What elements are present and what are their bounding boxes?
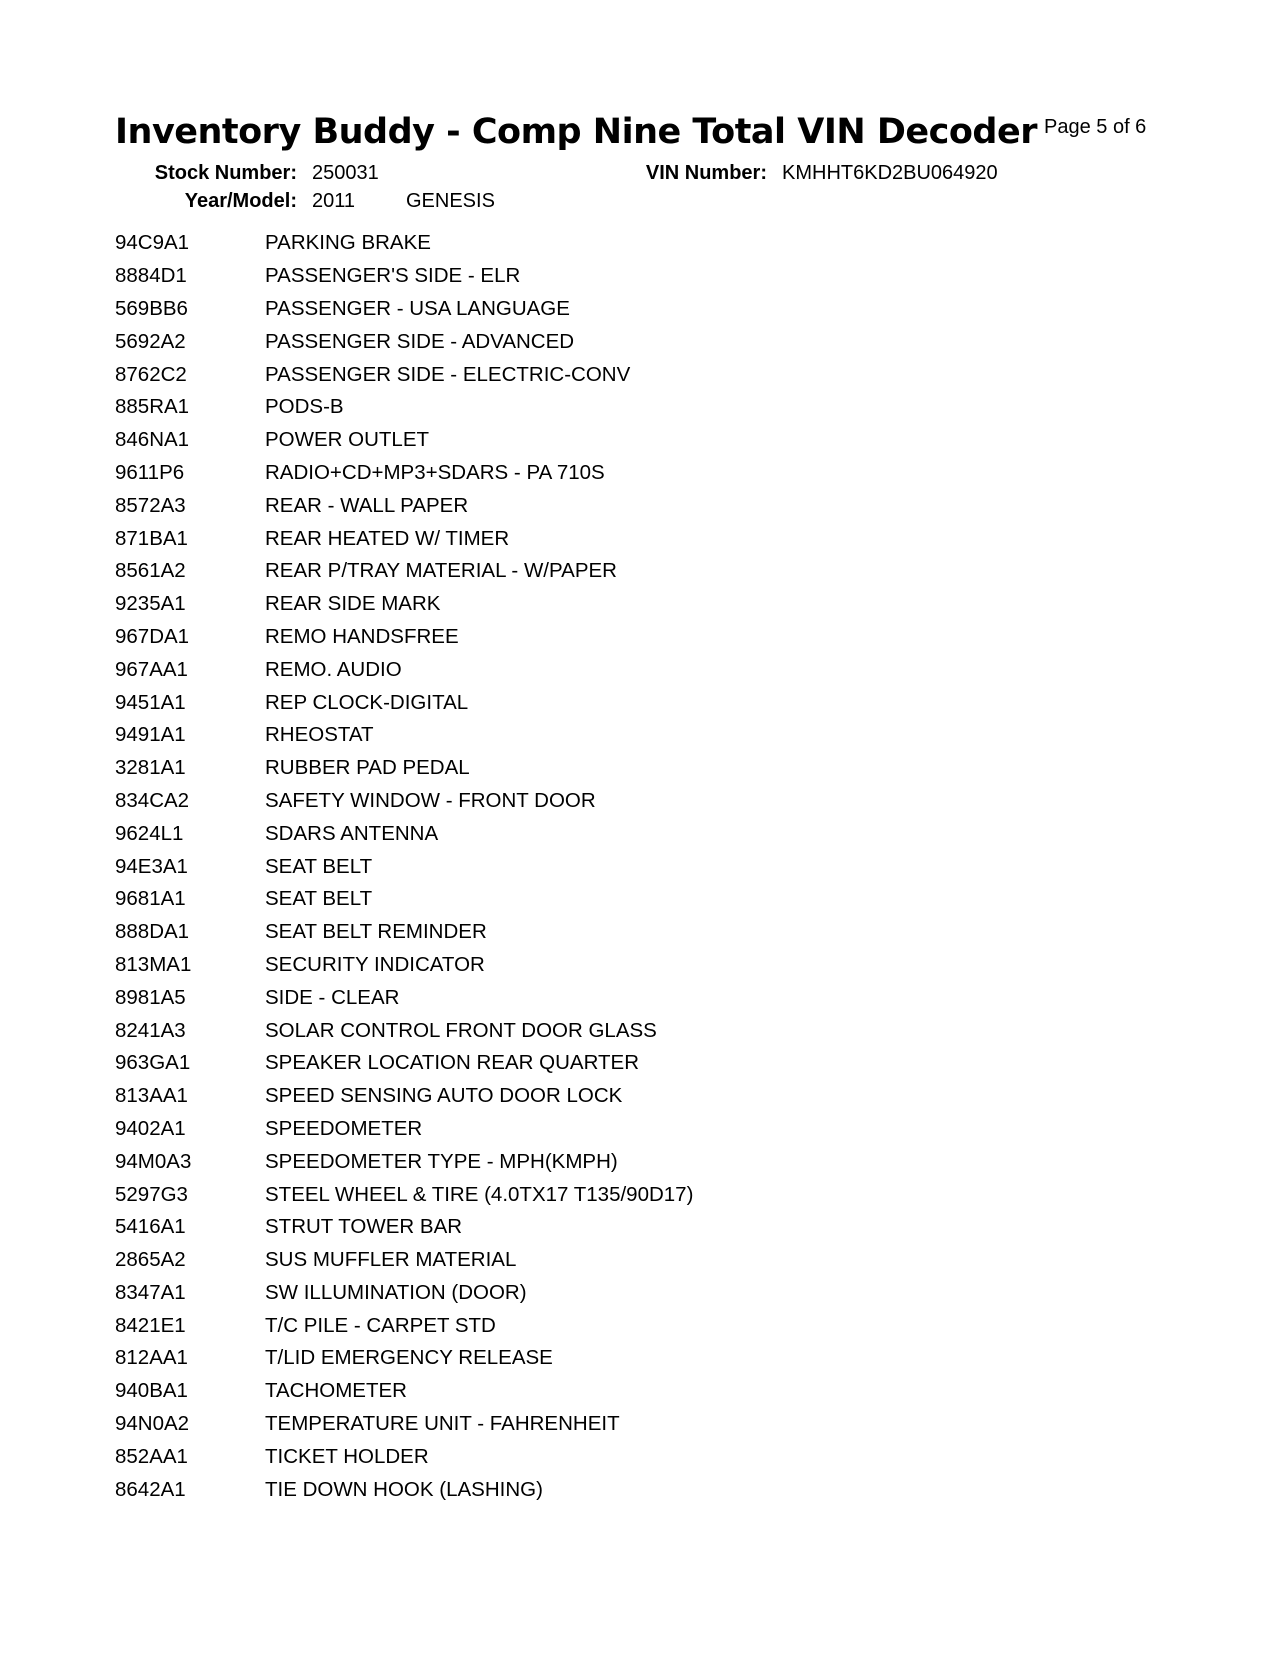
option-code: 8241A3	[115, 1018, 186, 1042]
list-item	[115, 883, 1115, 916]
option-description: SEAT BELT	[265, 887, 373, 911]
option-description: PARKING BRAKE	[265, 231, 431, 255]
list-item	[115, 686, 1115, 719]
option-description: TICKET HOLDER	[265, 1444, 429, 1468]
list-item	[115, 752, 1115, 785]
option-code: 94M0A3	[115, 1149, 192, 1173]
option-list	[115, 227, 1115, 1506]
option-description: SPEED SENSING AUTO DOOR LOCK	[265, 1084, 623, 1108]
option-description: SDARS ANTENNA	[265, 821, 439, 845]
option-description: REP CLOCK-DIGITAL	[265, 690, 469, 714]
option-description: T/LID EMERGENCY RELEASE	[265, 1346, 553, 1370]
vin-value: KMHHT6KD2BU064920	[782, 162, 998, 184]
option-code: 967AA1	[115, 657, 188, 681]
option-code: 812AA1	[115, 1346, 188, 1370]
list-item	[115, 850, 1115, 883]
option-code: 8347A1	[115, 1280, 186, 1304]
option-code: 2865A2	[115, 1248, 186, 1272]
page-number: Page 5 of 6	[1044, 116, 1147, 138]
option-code: 94N0A2	[115, 1412, 190, 1436]
option-code: 9491A1	[115, 723, 186, 747]
option-description: SPEEDOMETER TYPE - MPH(KMPH)	[265, 1149, 618, 1173]
option-description: SW ILLUMINATION (DOOR)	[265, 1280, 527, 1304]
option-code: 9402A1	[115, 1116, 186, 1140]
list-item	[115, 1211, 1115, 1244]
option-code: 871BA1	[115, 526, 188, 550]
option-code: 9624L1	[115, 821, 184, 845]
page-title: Inventory Buddy - Comp Nine Total VIN Decoder	[115, 112, 1037, 152]
option-description: STRUT TOWER BAR	[265, 1215, 463, 1239]
list-item	[115, 1244, 1115, 1277]
list-item	[115, 325, 1115, 358]
option-code: 8642A1	[115, 1477, 186, 1501]
option-code: 94C9A1	[115, 231, 190, 255]
option-description: PASSENGER - USA LANGUAGE	[265, 296, 570, 320]
option-description: RUBBER PAD PEDAL	[265, 756, 470, 780]
list-item	[115, 588, 1115, 621]
option-description: SEAT BELT	[265, 854, 373, 878]
option-code: 9451A1	[115, 690, 186, 714]
option-description: PASSENGER SIDE - ELECTRIC-CONV	[265, 362, 631, 386]
option-description: TACHOMETER	[265, 1379, 407, 1403]
option-description: SPEEDOMETER	[265, 1116, 423, 1140]
option-code: 8572A3	[115, 493, 186, 517]
option-code: 569BB6	[115, 296, 188, 320]
option-description: REMO. AUDIO	[265, 657, 402, 681]
option-code: 963GA1	[115, 1051, 191, 1075]
list-item	[115, 457, 1115, 490]
list-item	[115, 489, 1115, 522]
list-item	[115, 916, 1115, 949]
option-description: PASSENGER SIDE - ADVANCED	[265, 329, 575, 353]
option-description: SUS MUFFLER MATERIAL	[265, 1248, 517, 1272]
list-item	[115, 358, 1115, 391]
list-item	[115, 817, 1115, 850]
model-value: GENESIS	[406, 190, 495, 212]
list-item	[115, 1473, 1115, 1506]
list-item	[115, 555, 1115, 588]
option-code: 9235A1	[115, 592, 186, 616]
list-item	[115, 391, 1115, 424]
option-description: SIDE - CLEAR	[265, 985, 400, 1009]
list-item	[115, 1277, 1115, 1310]
option-code: 8561A2	[115, 559, 186, 583]
list-item	[115, 522, 1115, 555]
option-description: PASSENGER'S SIDE - ELR	[265, 264, 521, 288]
list-item	[115, 1047, 1115, 1080]
option-code: 9681A1	[115, 887, 186, 911]
option-description: REMO HANDSFREE	[265, 624, 459, 648]
list-item	[115, 621, 1115, 654]
option-description: REAR P/TRAY MATERIAL - W/PAPER	[265, 559, 617, 583]
list-item	[115, 1375, 1115, 1408]
list-item	[115, 424, 1115, 457]
option-code: 3281A1	[115, 756, 186, 780]
list-item	[115, 785, 1115, 818]
list-item	[115, 1408, 1115, 1441]
option-code: 888DA1	[115, 920, 190, 944]
option-code: 8981A5	[115, 985, 186, 1009]
option-description: SOLAR CONTROL FRONT DOOR GLASS	[265, 1018, 657, 1042]
option-code: 813MA1	[115, 952, 192, 976]
stock-number-value: 250031	[312, 162, 379, 184]
option-description: PODS-B	[265, 395, 344, 419]
option-code: 967DA1	[115, 624, 190, 648]
option-description: SPEAKER LOCATION REAR QUARTER	[265, 1051, 640, 1075]
option-code: 5416A1	[115, 1215, 186, 1239]
list-item	[115, 719, 1115, 752]
list-item	[115, 1080, 1115, 1113]
year-model-label: Year/Model:	[184, 190, 297, 212]
list-item	[115, 293, 1115, 326]
list-item	[115, 227, 1115, 260]
option-code: 5297G3	[115, 1182, 188, 1206]
option-code: 846NA1	[115, 428, 190, 452]
option-description: POWER OUTLET	[265, 428, 430, 452]
list-item	[115, 1178, 1115, 1211]
option-code: 852AA1	[115, 1444, 188, 1468]
list-item	[115, 1309, 1115, 1342]
option-code: 834CA2	[115, 788, 190, 812]
vin-label: VIN Number:	[645, 162, 767, 184]
list-item	[115, 1113, 1115, 1146]
list-item	[115, 1145, 1115, 1178]
option-code: 885RA1	[115, 395, 190, 419]
option-code: 8762C2	[115, 362, 187, 386]
list-item	[115, 949, 1115, 982]
list-item	[115, 1440, 1115, 1473]
option-code: 940BA1	[115, 1379, 188, 1403]
option-code: 8884D1	[115, 264, 187, 288]
option-code: 8421E1	[115, 1313, 186, 1337]
list-item	[115, 260, 1115, 293]
option-description: SECURITY INDICATOR	[265, 952, 485, 976]
option-description: REAR - WALL PAPER	[265, 493, 469, 517]
option-description: T/C PILE - CARPET STD	[265, 1313, 496, 1337]
option-description: SAFETY WINDOW - FRONT DOOR	[265, 788, 596, 812]
option-description: RHEOSTAT	[265, 723, 374, 747]
option-description: REAR SIDE MARK	[265, 592, 441, 616]
option-description: REAR HEATED W/ TIMER	[265, 526, 510, 550]
option-description: TIE DOWN HOOK (LASHING)	[265, 1477, 543, 1501]
option-description: STEEL WHEEL & TIRE (4.0TX17 T135/90D17)	[265, 1182, 694, 1206]
option-description: TEMPERATURE UNIT - FAHRENHEIT	[265, 1412, 620, 1436]
list-item	[115, 1014, 1115, 1047]
option-code: 813AA1	[115, 1084, 188, 1108]
option-code: 94E3A1	[115, 854, 188, 878]
list-item	[115, 981, 1115, 1014]
stock-number-label: Stock Number:	[154, 162, 297, 184]
option-description: RADIO+CD+MP3+SDARS - PA 710S	[265, 460, 605, 484]
list-item	[115, 653, 1115, 686]
option-code: 9611P6	[115, 460, 185, 484]
option-description: SEAT BELT REMINDER	[265, 920, 487, 944]
option-code: 5692A2	[115, 329, 186, 353]
year-value: 2011	[312, 190, 356, 212]
list-item	[115, 1342, 1115, 1375]
